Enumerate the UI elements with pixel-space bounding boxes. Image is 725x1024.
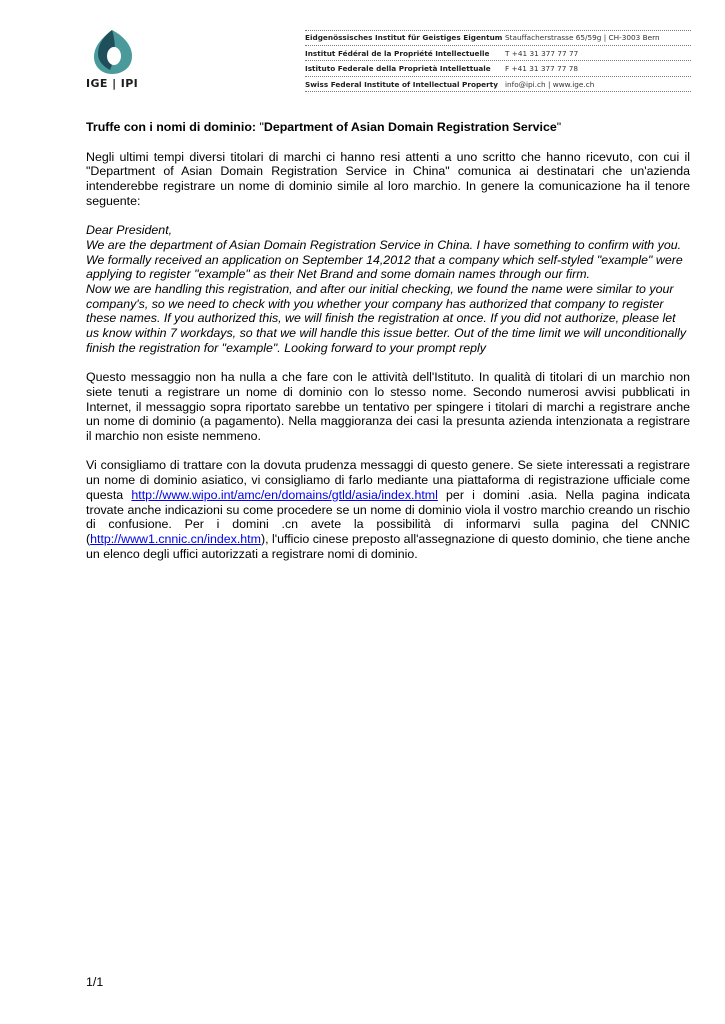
letterhead-table	[305, 30, 691, 92]
explanation-paragraph: Questo messaggio non ha nulla a che fare con le attività dell'Istituto. In qualità di titolari di un marchio non siete tenuti a registrare un nome di dominio con lo stesso nome. Secondo numerosi avvisi pubblicati in Internet, il messaggio sopra riportato sarebbe un tentativo per spingere i titolari di marchi a registrare anche un nome di dominio (a pagamento). Nella maggioranza dei casi la presunta azienda intenzionata a registrare il marchio non esiste nemmeno.	[86, 370, 690, 444]
advice-text: Vi consigliamo di trattare con la dovuta prudenza messaggi di questo genere. Se siete interessati a registrare un nome di dominio asiatico, vi consigliamo di farlo mediante una piattaforma di registrazione ufficiale come questa	[86, 458, 690, 502]
title-quote-open: "	[259, 120, 264, 134]
quote-line: Now we are handling this registration, and after our initial checking, we found the name were similar to your company's, so we need to check with you whether your company has authorized that company to register these names. If you authorized this, we will finish the registration at once. If you did not authorize, please let us know within 7 workdays, so that we will handle this issue better. Out of the time limit we will unconditionally finish the registration for "example". Looking forward to your prompt reply	[86, 282, 687, 355]
fax: F +41 31 377 77 78	[505, 64, 578, 74]
advice-text: per i domini .asia. Nella pagina indicata trovate anche indicazioni su come procedere se un nome di dominio viola il vostro marchio creando un rischio di confusione. Per i domini .cn avete la possibilità di informarvi sulla pagina del CNNIC (	[86, 487, 690, 546]
contact-web: info@ipi.ch | www.ige.ch	[505, 79, 595, 89]
title-lead: Truffe con i nomi di dominio:	[86, 120, 260, 134]
advice-paragraph	[86, 458, 690, 561]
cnnic-link[interactable]: http://www1.cnnic.cn/index.htm	[90, 531, 261, 546]
institute-name-fr: Institut Fédéral de la Propriété Intellectuelle	[305, 48, 490, 58]
document-title	[86, 120, 690, 135]
letterhead-row	[305, 30, 691, 46]
logo-mark-icon	[86, 26, 138, 78]
institute-name-en: Swiss Federal Institute of Intellectual Property	[305, 79, 498, 89]
advice-text: ), l'ufficio cinese preposto all'assegnazione di questo dominio, che tiene anche un elenco degli uffici autorizzati a registrare nomi di dominio.	[86, 531, 690, 561]
wipo-link[interactable]: http://www.wipo.int/amc/en/domains/gtld/asia/index.html	[131, 487, 438, 502]
intro-paragraph: Negli ultimi tempi diversi titolari di marchi ci hanno resi attenti a uno scritto che hanno ricevuto, con cui il "Department of Asian Domain Registration Service in China" comunica ai destinatari che un'azienda intenderebbe registrare un nome di dominio simile al loro marchio. In genere la comunicazione ha il tenore seguente:	[86, 149, 690, 208]
quoted-letter	[86, 223, 690, 355]
institute-name-it: Istituto Federale della Proprietà Intellettuale	[305, 64, 491, 74]
title-main: Department of Asian Domain Registration Service	[263, 120, 557, 134]
page-number: 1/1	[86, 975, 104, 989]
letterhead-row	[305, 77, 691, 93]
quote-line: We are the department of Asian Domain Registration Service in China. I have something to confirm with you. We formally received an application on September 14,2012 that a company which self-styled "example" were applying to register "example" as their Net Brand and some domain names through our firm.	[86, 237, 683, 282]
title-quote-close: "	[556, 120, 562, 134]
quote-line: Dear President,	[86, 223, 173, 238]
letterhead-row	[305, 46, 691, 62]
letterhead-row	[305, 61, 691, 77]
institute-name-de: Eidgenössisches Institut für Geistiges Eigentum	[305, 33, 503, 42]
address: Stauffacherstrasse 65/59g | CH-3003 Bern	[505, 33, 660, 42]
telephone: T +41 31 377 77 77	[505, 48, 579, 58]
document-body	[86, 120, 690, 576]
logo-wordmark: IGE | IPI	[86, 77, 139, 90]
